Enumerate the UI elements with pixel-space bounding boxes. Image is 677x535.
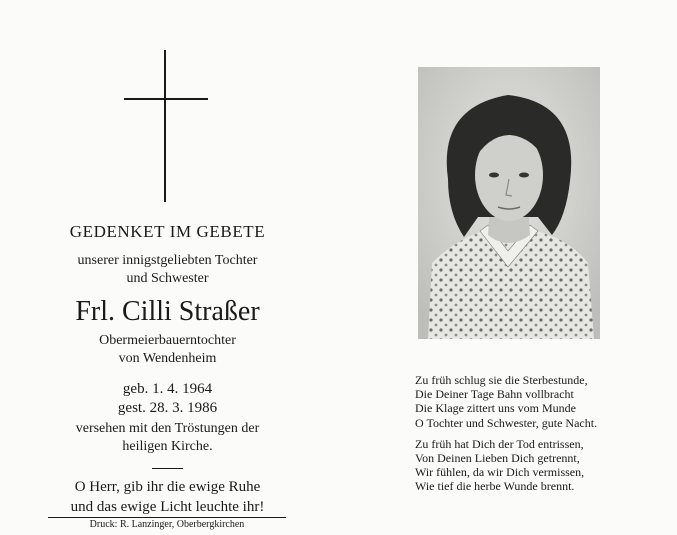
poem-line: Von Deinen Lieben Dich getrennt, xyxy=(415,451,580,466)
portrait-image xyxy=(418,67,600,339)
dates xyxy=(50,380,285,418)
poem-stanza-1 xyxy=(415,373,635,430)
poem-line: Die Deiner Tage Bahn vollbracht xyxy=(415,387,574,402)
sacraments-line: versehen mit den Tröstungen der xyxy=(75,421,260,436)
poem-stanza-2 xyxy=(415,437,635,494)
death-date: gest. 28. 3. 1986 xyxy=(117,400,218,416)
poem-line: Wir fühlen, da wir Dich vermissen, xyxy=(415,465,585,480)
poem-line: Zu früh schlug sie die Sterbestunde, xyxy=(415,373,588,387)
poem-line: Wie tief die herbe Wunde brennt. xyxy=(415,479,575,494)
poem-line: Zu früh hat Dich der Tod entrissen, xyxy=(415,436,584,451)
printer-credit: Druck: R. Lanzinger, Oberbergkirchen xyxy=(89,519,245,530)
occupation-line: Obermeierbauerntochter xyxy=(99,333,236,348)
sacraments xyxy=(50,420,285,456)
prayer-line: und das ewige Licht leuchte ihr! xyxy=(70,499,265,515)
occupation xyxy=(50,332,285,368)
intro xyxy=(50,252,285,288)
poem-line: O Tochter und Schwester, gute Nacht. xyxy=(415,415,598,430)
intro-line: und Schwester xyxy=(126,271,209,286)
separator xyxy=(152,468,183,469)
portrait-photo xyxy=(418,67,600,339)
prayer-line: O Herr, gib ihr die ewige Ruhe xyxy=(74,479,261,495)
poem-line: Die Klage zittert uns vom Munde xyxy=(415,401,576,416)
prayer xyxy=(50,477,285,517)
text-column xyxy=(50,222,285,517)
deceased-name: Frl. Cilli Straßer xyxy=(75,296,260,327)
occupation-line: von Wendenheim xyxy=(118,351,217,366)
heading: GEDENKET IM GEBETE xyxy=(69,222,266,241)
footer-rule xyxy=(48,517,286,518)
sacraments-line: heiligen Kirche. xyxy=(122,439,213,454)
intro-line: unserer innigstgeliebten Tochter xyxy=(77,253,258,268)
poem xyxy=(415,373,635,494)
birth-date: geb. 1. 4. 1964 xyxy=(122,381,213,397)
